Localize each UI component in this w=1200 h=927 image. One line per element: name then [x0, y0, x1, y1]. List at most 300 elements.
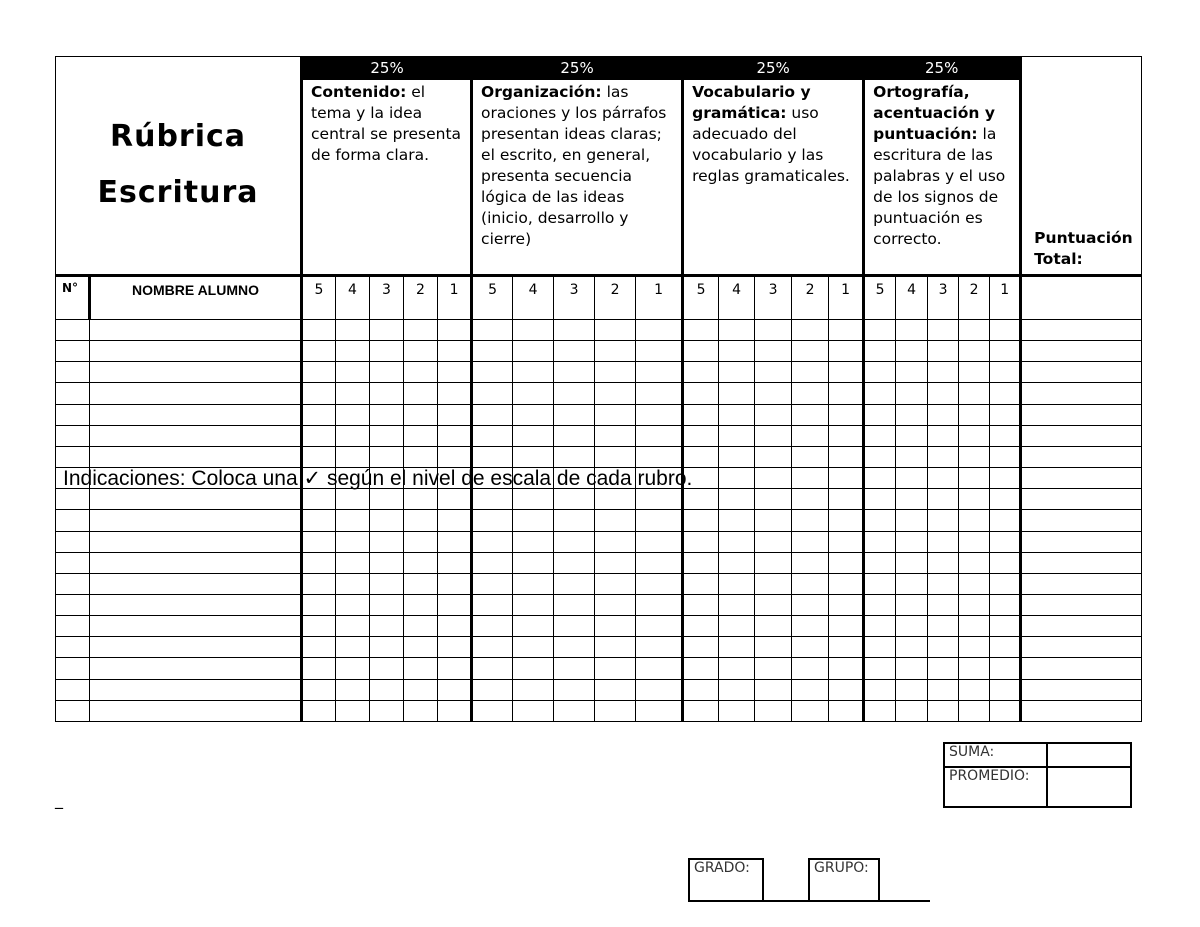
scale-check-cell[interactable] — [990, 595, 1021, 616]
row-number-cell[interactable] — [56, 383, 90, 404]
scale-check-cell[interactable] — [472, 362, 513, 383]
scale-check-cell[interactable] — [990, 679, 1021, 700]
student-name-cell[interactable] — [90, 510, 302, 531]
scale-check-cell[interactable] — [959, 679, 990, 700]
scale-check-cell[interactable] — [370, 531, 404, 552]
scale-check-cell[interactable] — [472, 404, 513, 425]
scale-check-cell[interactable] — [513, 700, 554, 721]
scale-check-cell[interactable] — [959, 383, 990, 404]
scale-check-cell[interactable] — [554, 531, 595, 552]
scale-check-cell[interactable] — [683, 319, 719, 340]
scale-check-cell[interactable] — [719, 531, 755, 552]
student-name-cell[interactable] — [90, 362, 302, 383]
row-number-cell[interactable] — [56, 531, 90, 552]
row-number-cell[interactable] — [56, 319, 90, 340]
scale-check-cell[interactable] — [683, 552, 719, 573]
scale-check-cell[interactable] — [636, 595, 683, 616]
scale-check-cell[interactable] — [302, 531, 336, 552]
scale-check-cell[interactable] — [438, 489, 472, 510]
scale-check-cell[interactable] — [928, 404, 959, 425]
scale-check-cell[interactable] — [864, 552, 896, 573]
row-number-cell[interactable] — [56, 341, 90, 362]
scale-check-cell[interactable] — [595, 658, 636, 679]
scale-check-cell[interactable] — [370, 552, 404, 573]
scale-check-cell[interactable] — [472, 341, 513, 362]
scale-check-cell[interactable] — [896, 425, 928, 446]
scale-check-cell[interactable] — [336, 319, 370, 340]
scale-check-cell[interactable] — [990, 658, 1021, 679]
total-score-cell[interactable] — [1021, 468, 1142, 489]
scale-check-cell[interactable] — [513, 573, 554, 594]
scale-check-cell[interactable] — [595, 595, 636, 616]
group-value-line[interactable] — [880, 900, 930, 902]
scale-check-cell[interactable] — [438, 341, 472, 362]
scale-check-cell[interactable] — [683, 595, 719, 616]
scale-check-cell[interactable] — [513, 404, 554, 425]
scale-check-cell[interactable] — [928, 510, 959, 531]
scale-check-cell[interactable] — [864, 637, 896, 658]
row-number-cell[interactable] — [56, 362, 90, 383]
scale-check-cell[interactable] — [636, 341, 683, 362]
scale-check-cell[interactable] — [595, 319, 636, 340]
total-score-cell[interactable] — [1021, 595, 1142, 616]
scale-check-cell[interactable] — [302, 341, 336, 362]
scale-check-cell[interactable] — [959, 341, 990, 362]
total-score-cell[interactable] — [1021, 362, 1142, 383]
scale-check-cell[interactable] — [554, 658, 595, 679]
scale-check-cell[interactable] — [755, 700, 792, 721]
scale-check-cell[interactable] — [896, 595, 928, 616]
student-name-cell[interactable] — [90, 489, 302, 510]
scale-check-cell[interactable] — [404, 362, 438, 383]
scale-check-cell[interactable] — [792, 319, 829, 340]
total-score-cell[interactable] — [1021, 425, 1142, 446]
scale-check-cell[interactable] — [792, 383, 829, 404]
scale-check-cell[interactable] — [636, 446, 683, 467]
scale-check-cell[interactable] — [755, 658, 792, 679]
student-name-cell[interactable] — [90, 383, 302, 404]
scale-check-cell[interactable] — [928, 679, 959, 700]
scale-check-cell[interactable] — [928, 573, 959, 594]
scale-check-cell[interactable] — [896, 383, 928, 404]
total-score-cell[interactable] — [1021, 700, 1142, 721]
scale-check-cell[interactable] — [928, 341, 959, 362]
scale-check-cell[interactable] — [792, 510, 829, 531]
scale-check-cell[interactable] — [636, 425, 683, 446]
row-number-cell[interactable] — [56, 595, 90, 616]
scale-check-cell[interactable] — [896, 658, 928, 679]
scale-check-cell[interactable] — [554, 595, 595, 616]
scale-check-cell[interactable] — [404, 531, 438, 552]
scale-check-cell[interactable] — [864, 468, 896, 489]
scale-check-cell[interactable] — [719, 658, 755, 679]
scale-check-cell[interactable] — [719, 383, 755, 404]
scale-check-cell[interactable] — [336, 510, 370, 531]
scale-check-cell[interactable] — [829, 700, 864, 721]
scale-check-cell[interactable] — [554, 700, 595, 721]
scale-check-cell[interactable] — [472, 552, 513, 573]
row-number-cell[interactable] — [56, 679, 90, 700]
scale-check-cell[interactable] — [595, 700, 636, 721]
scale-check-cell[interactable] — [683, 616, 719, 637]
scale-check-cell[interactable] — [370, 679, 404, 700]
scale-check-cell[interactable] — [755, 468, 792, 489]
scale-check-cell[interactable] — [336, 362, 370, 383]
scale-check-cell[interactable] — [404, 616, 438, 637]
scale-check-cell[interactable] — [683, 700, 719, 721]
scale-check-cell[interactable] — [928, 616, 959, 637]
scale-check-cell[interactable] — [513, 489, 554, 510]
scale-check-cell[interactable] — [438, 362, 472, 383]
scale-check-cell[interactable] — [959, 595, 990, 616]
scale-check-cell[interactable] — [829, 616, 864, 637]
scale-check-cell[interactable] — [719, 700, 755, 721]
scale-check-cell[interactable] — [404, 510, 438, 531]
scale-check-cell[interactable] — [959, 468, 990, 489]
scale-check-cell[interactable] — [792, 595, 829, 616]
scale-check-cell[interactable] — [336, 383, 370, 404]
student-name-cell[interactable] — [90, 616, 302, 637]
scale-check-cell[interactable] — [472, 319, 513, 340]
scale-check-cell[interactable] — [683, 341, 719, 362]
scale-check-cell[interactable] — [990, 383, 1021, 404]
total-score-cell[interactable] — [1021, 341, 1142, 362]
scale-check-cell[interactable] — [683, 658, 719, 679]
scale-check-cell[interactable] — [336, 616, 370, 637]
scale-check-cell[interactable] — [636, 531, 683, 552]
scale-check-cell[interactable] — [636, 573, 683, 594]
student-name-cell[interactable] — [90, 319, 302, 340]
scale-check-cell[interactable] — [928, 446, 959, 467]
student-name-cell[interactable] — [90, 425, 302, 446]
scale-check-cell[interactable] — [990, 510, 1021, 531]
scale-check-cell[interactable] — [595, 404, 636, 425]
scale-check-cell[interactable] — [755, 531, 792, 552]
scale-check-cell[interactable] — [792, 679, 829, 700]
total-score-cell[interactable] — [1021, 489, 1142, 510]
scale-check-cell[interactable] — [719, 595, 755, 616]
scale-check-cell[interactable] — [302, 658, 336, 679]
scale-check-cell[interactable] — [719, 425, 755, 446]
scale-check-cell[interactable] — [336, 425, 370, 446]
scale-check-cell[interactable] — [928, 425, 959, 446]
scale-check-cell[interactable] — [336, 700, 370, 721]
scale-check-cell[interactable] — [404, 637, 438, 658]
scale-check-cell[interactable] — [792, 362, 829, 383]
scale-check-cell[interactable] — [755, 425, 792, 446]
scale-check-cell[interactable] — [404, 383, 438, 404]
student-name-cell[interactable] — [90, 700, 302, 721]
scale-check-cell[interactable] — [404, 573, 438, 594]
scale-check-cell[interactable] — [404, 658, 438, 679]
scale-check-cell[interactable] — [370, 595, 404, 616]
scale-check-cell[interactable] — [404, 700, 438, 721]
scale-check-cell[interactable] — [438, 595, 472, 616]
scale-check-cell[interactable] — [554, 362, 595, 383]
scale-check-cell[interactable] — [864, 700, 896, 721]
scale-check-cell[interactable] — [928, 489, 959, 510]
scale-check-cell[interactable] — [472, 446, 513, 467]
scale-check-cell[interactable] — [595, 616, 636, 637]
scale-check-cell[interactable] — [302, 679, 336, 700]
row-number-cell[interactable] — [56, 510, 90, 531]
scale-check-cell[interactable] — [829, 319, 864, 340]
total-score-cell[interactable] — [1021, 383, 1142, 404]
scale-check-cell[interactable] — [896, 468, 928, 489]
scale-check-cell[interactable] — [513, 425, 554, 446]
scale-check-cell[interactable] — [990, 552, 1021, 573]
scale-check-cell[interactable] — [959, 404, 990, 425]
scale-check-cell[interactable] — [864, 446, 896, 467]
scale-check-cell[interactable] — [302, 319, 336, 340]
scale-check-cell[interactable] — [370, 510, 404, 531]
scale-check-cell[interactable] — [370, 404, 404, 425]
scale-check-cell[interactable] — [792, 573, 829, 594]
scale-check-cell[interactable] — [864, 404, 896, 425]
scale-check-cell[interactable] — [302, 616, 336, 637]
scale-check-cell[interactable] — [636, 637, 683, 658]
scale-check-cell[interactable] — [336, 679, 370, 700]
scale-check-cell[interactable] — [554, 489, 595, 510]
scale-check-cell[interactable] — [792, 531, 829, 552]
scale-check-cell[interactable] — [513, 531, 554, 552]
scale-check-cell[interactable] — [370, 489, 404, 510]
scale-check-cell[interactable] — [513, 595, 554, 616]
scale-check-cell[interactable] — [472, 573, 513, 594]
scale-check-cell[interactable] — [595, 362, 636, 383]
row-number-cell[interactable] — [56, 489, 90, 510]
scale-check-cell[interactable] — [683, 404, 719, 425]
scale-check-cell[interactable] — [302, 637, 336, 658]
total-score-cell[interactable] — [1021, 510, 1142, 531]
scale-check-cell[interactable] — [404, 404, 438, 425]
scale-check-cell[interactable] — [990, 362, 1021, 383]
grade-value[interactable] — [763, 859, 809, 901]
scale-check-cell[interactable] — [959, 489, 990, 510]
sum-value[interactable] — [1047, 743, 1131, 767]
scale-check-cell[interactable] — [513, 658, 554, 679]
scale-check-cell[interactable] — [404, 319, 438, 340]
scale-check-cell[interactable] — [792, 552, 829, 573]
scale-check-cell[interactable] — [336, 341, 370, 362]
scale-check-cell[interactable] — [683, 362, 719, 383]
scale-check-cell[interactable] — [829, 510, 864, 531]
total-score-cell[interactable] — [1021, 446, 1142, 467]
scale-check-cell[interactable] — [896, 362, 928, 383]
scale-check-cell[interactable] — [513, 637, 554, 658]
scale-check-cell[interactable] — [896, 341, 928, 362]
scale-check-cell[interactable] — [683, 679, 719, 700]
scale-check-cell[interactable] — [755, 616, 792, 637]
scale-check-cell[interactable] — [755, 383, 792, 404]
scale-check-cell[interactable] — [683, 383, 719, 404]
scale-check-cell[interactable] — [438, 510, 472, 531]
scale-check-cell[interactable] — [302, 510, 336, 531]
scale-check-cell[interactable] — [404, 595, 438, 616]
scale-check-cell[interactable] — [513, 362, 554, 383]
scale-check-cell[interactable] — [990, 446, 1021, 467]
student-name-cell[interactable] — [90, 531, 302, 552]
scale-check-cell[interactable] — [864, 383, 896, 404]
scale-check-cell[interactable] — [370, 446, 404, 467]
scale-check-cell[interactable] — [755, 573, 792, 594]
scale-check-cell[interactable] — [595, 446, 636, 467]
scale-check-cell[interactable] — [683, 637, 719, 658]
scale-check-cell[interactable] — [636, 658, 683, 679]
scale-check-cell[interactable] — [302, 446, 336, 467]
scale-check-cell[interactable] — [719, 489, 755, 510]
scale-check-cell[interactable] — [755, 341, 792, 362]
scale-check-cell[interactable] — [959, 700, 990, 721]
scale-check-cell[interactable] — [472, 489, 513, 510]
scale-check-cell[interactable] — [792, 700, 829, 721]
scale-check-cell[interactable] — [792, 489, 829, 510]
scale-check-cell[interactable] — [513, 679, 554, 700]
student-name-cell[interactable] — [90, 341, 302, 362]
scale-check-cell[interactable] — [554, 616, 595, 637]
scale-check-cell[interactable] — [370, 383, 404, 404]
scale-check-cell[interactable] — [928, 362, 959, 383]
scale-check-cell[interactable] — [636, 510, 683, 531]
scale-check-cell[interactable] — [959, 510, 990, 531]
scale-check-cell[interactable] — [829, 446, 864, 467]
scale-check-cell[interactable] — [990, 404, 1021, 425]
scale-check-cell[interactable] — [370, 573, 404, 594]
student-name-cell[interactable] — [90, 595, 302, 616]
student-name-cell[interactable] — [90, 552, 302, 573]
scale-check-cell[interactable] — [636, 552, 683, 573]
average-value[interactable] — [1047, 767, 1131, 807]
scale-check-cell[interactable] — [370, 637, 404, 658]
scale-check-cell[interactable] — [554, 573, 595, 594]
scale-check-cell[interactable] — [302, 425, 336, 446]
scale-check-cell[interactable] — [554, 679, 595, 700]
scale-check-cell[interactable] — [829, 552, 864, 573]
scale-check-cell[interactable] — [928, 468, 959, 489]
scale-check-cell[interactable] — [438, 383, 472, 404]
scale-check-cell[interactable] — [438, 700, 472, 721]
scale-check-cell[interactable] — [792, 425, 829, 446]
scale-check-cell[interactable] — [829, 531, 864, 552]
row-number-cell[interactable] — [56, 658, 90, 679]
student-name-cell[interactable] — [90, 446, 302, 467]
scale-check-cell[interactable] — [719, 362, 755, 383]
scale-check-cell[interactable] — [755, 637, 792, 658]
scale-check-cell[interactable] — [554, 341, 595, 362]
scale-check-cell[interactable] — [438, 637, 472, 658]
scale-check-cell[interactable] — [959, 616, 990, 637]
scale-check-cell[interactable] — [928, 319, 959, 340]
scale-check-cell[interactable] — [719, 446, 755, 467]
scale-check-cell[interactable] — [595, 383, 636, 404]
row-number-cell[interactable] — [56, 552, 90, 573]
scale-check-cell[interactable] — [302, 573, 336, 594]
scale-check-cell[interactable] — [513, 383, 554, 404]
scale-check-cell[interactable] — [990, 468, 1021, 489]
scale-check-cell[interactable] — [755, 679, 792, 700]
scale-check-cell[interactable] — [755, 319, 792, 340]
scale-check-cell[interactable] — [755, 595, 792, 616]
scale-check-cell[interactable] — [959, 552, 990, 573]
total-score-cell[interactable] — [1021, 552, 1142, 573]
scale-check-cell[interactable] — [755, 489, 792, 510]
scale-check-cell[interactable] — [438, 616, 472, 637]
scale-check-cell[interactable] — [683, 573, 719, 594]
scale-check-cell[interactable] — [719, 468, 755, 489]
scale-check-cell[interactable] — [636, 362, 683, 383]
row-number-cell[interactable] — [56, 573, 90, 594]
row-number-cell[interactable] — [56, 446, 90, 467]
scale-check-cell[interactable] — [864, 510, 896, 531]
scale-check-cell[interactable] — [990, 700, 1021, 721]
scale-check-cell[interactable] — [472, 425, 513, 446]
scale-check-cell[interactable] — [990, 319, 1021, 340]
scale-check-cell[interactable] — [829, 468, 864, 489]
scale-check-cell[interactable] — [370, 700, 404, 721]
scale-check-cell[interactable] — [554, 404, 595, 425]
scale-check-cell[interactable] — [928, 383, 959, 404]
scale-check-cell[interactable] — [404, 446, 438, 467]
scale-check-cell[interactable] — [636, 616, 683, 637]
scale-check-cell[interactable] — [959, 637, 990, 658]
scale-check-cell[interactable] — [438, 552, 472, 573]
scale-check-cell[interactable] — [370, 425, 404, 446]
scale-check-cell[interactable] — [792, 468, 829, 489]
scale-check-cell[interactable] — [683, 425, 719, 446]
scale-check-cell[interactable] — [928, 700, 959, 721]
scale-check-cell[interactable] — [755, 510, 792, 531]
scale-check-cell[interactable] — [370, 341, 404, 362]
row-number-cell[interactable] — [56, 616, 90, 637]
scale-check-cell[interactable] — [755, 362, 792, 383]
scale-check-cell[interactable] — [554, 425, 595, 446]
row-number-cell[interactable] — [56, 637, 90, 658]
scale-check-cell[interactable] — [595, 637, 636, 658]
scale-check-cell[interactable] — [719, 341, 755, 362]
student-name-cell[interactable] — [90, 658, 302, 679]
scale-check-cell[interactable] — [554, 510, 595, 531]
scale-check-cell[interactable] — [595, 531, 636, 552]
scale-check-cell[interactable] — [928, 658, 959, 679]
scale-check-cell[interactable] — [595, 573, 636, 594]
scale-check-cell[interactable] — [829, 425, 864, 446]
total-score-cell[interactable] — [1021, 573, 1142, 594]
total-score-cell[interactable] — [1021, 637, 1142, 658]
scale-check-cell[interactable] — [370, 319, 404, 340]
scale-check-cell[interactable] — [864, 341, 896, 362]
scale-check-cell[interactable] — [336, 595, 370, 616]
scale-check-cell[interactable] — [829, 362, 864, 383]
scale-check-cell[interactable] — [404, 679, 438, 700]
scale-check-cell[interactable] — [928, 552, 959, 573]
scale-check-cell[interactable] — [595, 425, 636, 446]
scale-check-cell[interactable] — [829, 341, 864, 362]
scale-check-cell[interactable] — [595, 510, 636, 531]
scale-check-cell[interactable] — [896, 319, 928, 340]
scale-check-cell[interactable] — [554, 383, 595, 404]
scale-check-cell[interactable] — [683, 531, 719, 552]
scale-check-cell[interactable] — [513, 552, 554, 573]
scale-check-cell[interactable] — [896, 679, 928, 700]
scale-check-cell[interactable] — [472, 637, 513, 658]
row-number-cell[interactable] — [56, 425, 90, 446]
scale-check-cell[interactable] — [896, 510, 928, 531]
scale-check-cell[interactable] — [959, 531, 990, 552]
row-number-cell[interactable] — [56, 404, 90, 425]
scale-check-cell[interactable] — [302, 595, 336, 616]
scale-check-cell[interactable] — [683, 510, 719, 531]
scale-check-cell[interactable] — [864, 531, 896, 552]
